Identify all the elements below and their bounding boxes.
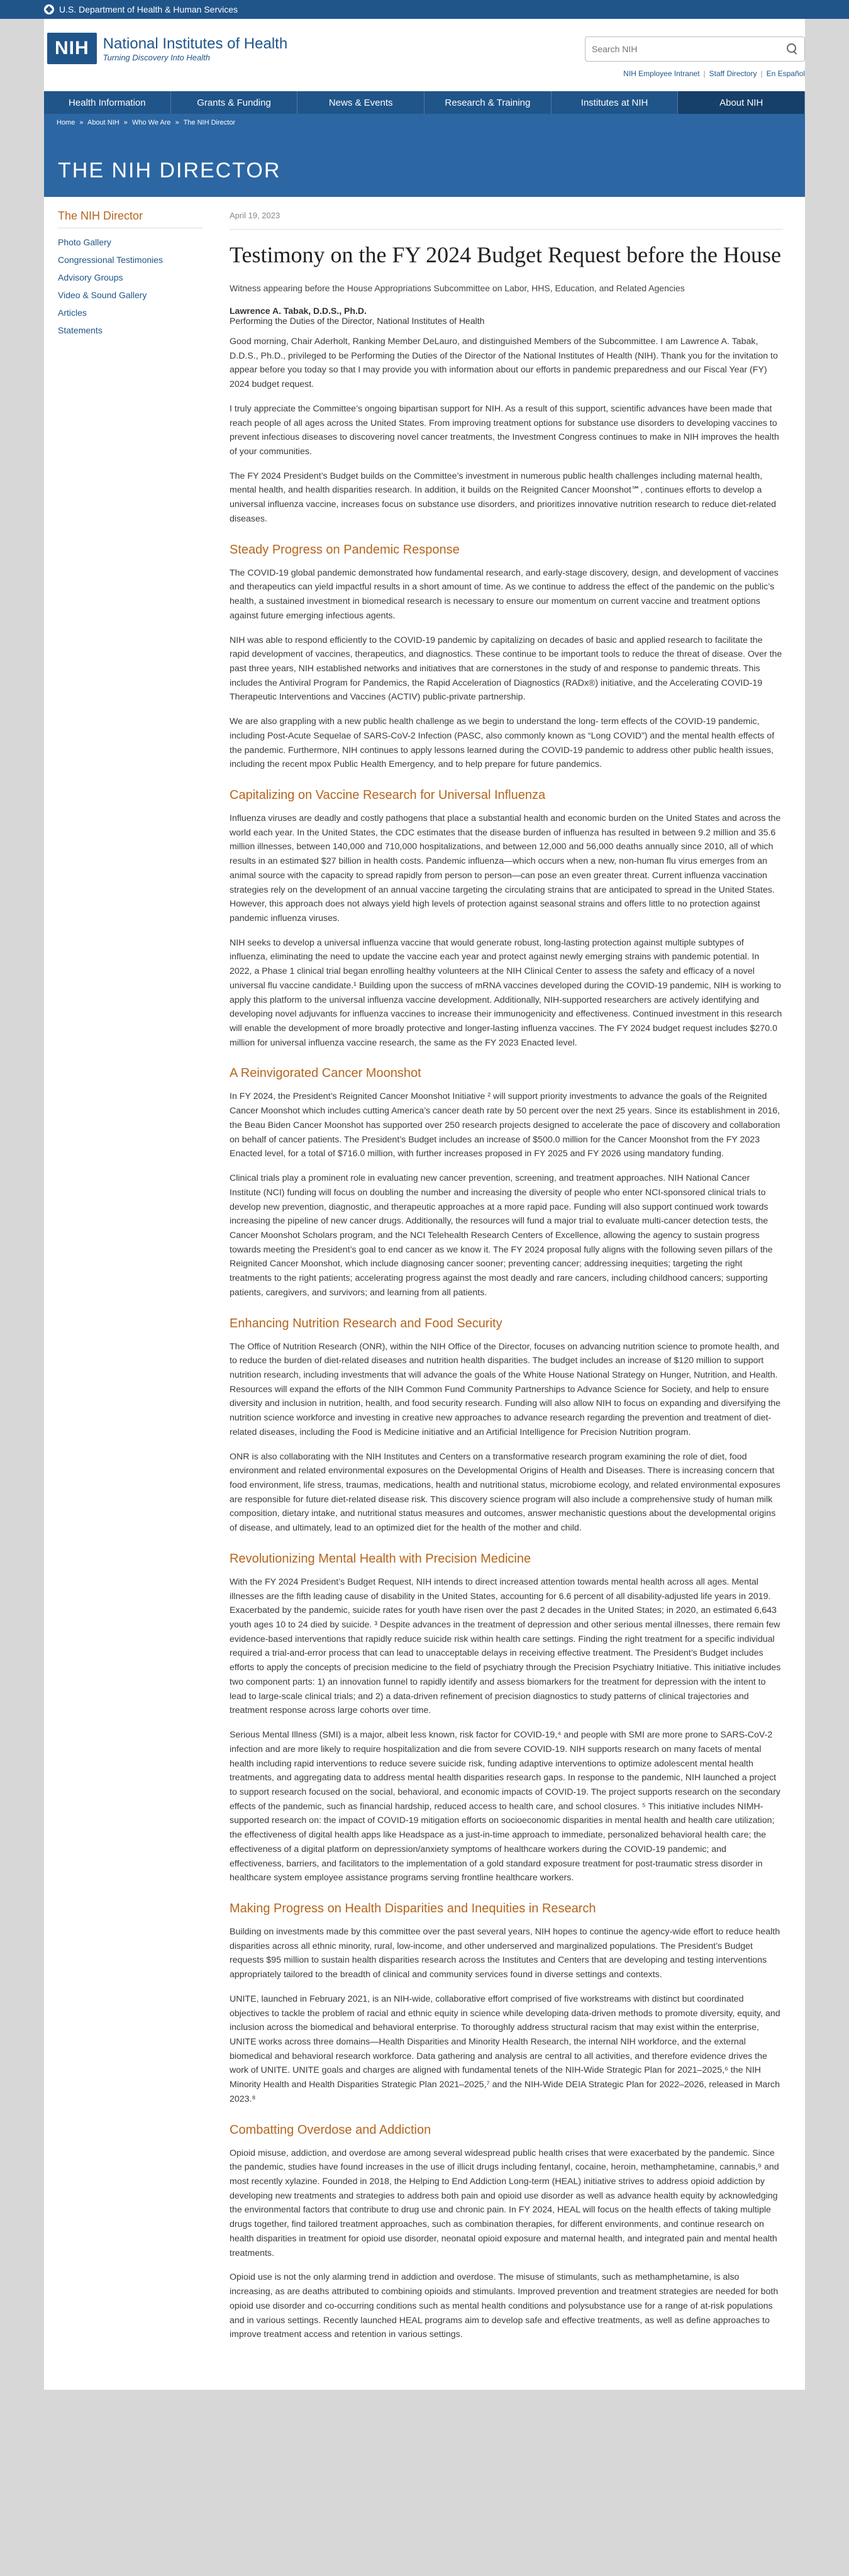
paragraph: The COVID-19 global pandemic demonstrated how fundamental research, and early-stage discovery, design, and development of vaccines and therapeutics can yield impactful results in a short amount of time. As we continue to address the effect of the pandemic on the public’s health, a sustained investment in biomedical research is necessary to ensure our momentum on current vaccine and treatment options against future emerging infectious agents. (230, 567, 779, 621)
util-link-intranet[interactable]: NIH Employee Intranet (623, 69, 700, 78)
breadcrumb-who-we-are[interactable]: Who We Are (131, 119, 171, 126)
paragraph: Good morning, Chair Aderholt, Ranking Member DeLauro, and distinguished Members of the Subcommittee. I am Lawrence A. Tabak, D.D.S., Ph.D., privileged to be Performing the Duties of the Director of the National Institutes of Health (NIH). Thank you for the invitation to appear before you today so that I may provide you with information about our efforts in pandemic preparedness and our Fiscal Year (FY) 2024 budget request. (230, 337, 778, 390)
nav-about-nih[interactable]: About NIH (678, 91, 805, 114)
nav-institutes[interactable]: Institutes at NIH (552, 91, 679, 114)
sidebar-item-statements[interactable]: Statements (58, 325, 103, 335)
nih-logo-mark[interactable]: NIH (47, 33, 97, 64)
hhs-eagle-icon (44, 4, 54, 14)
paragraph: Clinical trials play a prominent role in evaluating new cancer prevention, screening, and treatment approaches. NIH National Cancer Institute (NCI) funding will focus on doubling the number and increasing the diversity of people who enter NCI-sponsored clinical trials to develop new prevention, diagnostic, and therapeutic approaches at a more rapid pace. Funding will also support continued work towards increasing the pipeline of new cancer drugs. Additionally, the resources will fund a major trial to evaluate multi-cancer detection tests, the Cancer Moonshot Scholars program, and the NCI Telehealth Research Centers of Excellence, allowing the agency to sustain progress towards meeting the President’s goal to end cancer as we know it. The FY 2024 proposal fully aligns with the following seven pillars of the Reignited Cancer Moonshot, which include diagnosing cancer sooner; preventing cancer; addressing inequities; targeting the right treatments to the right patients; accelerating progress against the most deadly and rare cancers, including childhood cancers; supporting patients, caregivers, and survivors; and learning from all patients. (230, 1173, 773, 1298)
paragraph: With the FY 2024 President’s Budget Request, NIH intends to direct increased attention towards mental health across all ages. Mental illnesses are the fifth leading cause of disability in the United States, accounting for 6.6 percent of all disability-adjusted life years in 2019. Exacerbated by the pandemic, suicide rates for youth have risen over the past 2 decades in the United States; in 2020, an estimated 6,643 youth ages 10 to 24 died by suicide. ³ Despite advances in the treatment of depression and other serious mental illnesses, there remain few evidence-based interventions that rapidly reduce suicide risk within health care settings. Finding the right treatment for a specific individual required a trial-and-error process that can lead to unacceptable delays in receiving effective treatment. The President’s Budget includes efforts to apply the concepts of precision medicine to the field of psychiatry through the Precision Psychiatry Initiative. This initiative includes two component parts: 1) an innovation funnel to rapidly identify and assess biomarkers for the treatment for depression with the intent to lead to large-scale clinical trials; and 2) a data-driven refinement of precision diagnostics to study patterns of clinical trajectories and treatment response across large cohorts over time. (230, 1576, 781, 1716)
paragraph: The FY 2024 President’s Budget builds on the Committee’s investment in numerous public health challenges including maternal health, mental health, and health disparities research. In addition, it builds on the Reignited Cancer Moonshot℠, continues efforts to develop a universal influenza vaccine, increases focus on substance use disorders, and prioritizes innovative nutrition research to reduce diet-related diseases. (230, 471, 777, 524)
divider (230, 229, 783, 230)
sidebar-item-photo-gallery[interactable]: Photo Gallery (58, 237, 111, 247)
section-heading: Making Progress on Health Disparities and Inequities in Research (230, 1901, 596, 1915)
utility-links (623, 69, 805, 78)
section-heading: Revolutionizing Mental Health with Precision Medicine (230, 1551, 531, 1566)
paragraph: We are also grappling with a new public health challenge as we begin to understand the long- term effects of the COVID-19 pandemic, including Post-Acute Sequelae of SARS-CoV-2 Infection (PASC, also commonly known as “Long COVID”) and the mental health effects of the pandemic. Furthermore, NIH continues to apply lessons learned during the COVID-19 pandemic to address other public health issues, including the recent mpox Public Health Emergency, and to help prepare for future pandemics. (230, 716, 775, 770)
article (230, 197, 783, 2352)
paragraph: In FY 2024, the President’s Reignited Cancer Moonshot Initiative ² will support priority investments to advance the goals of the Reignited Cancer Moonshot which includes cutting America’s cancer death rate by 50 percent over the next 25 years. Since its establishment in 2016, the Beau Biden Cancer Moonshot has supported over 250 research projects designed to accelerate the pace of discovery and collaboration on behalf of cancer patients. The President’s Budget includes an increase of $500.0 million for the Cancer Moonshot from the FY 2023 Enacted level, for a total of $716.0 million, with further increases proposed in FY 2025 and FY 2026 using mandatory funding. (230, 1091, 780, 1159)
article-date: April 19, 2023 (230, 211, 280, 220)
search-icon[interactable] (787, 43, 798, 55)
nih-logo-tagline: Turning Discovery Into Health (103, 52, 210, 62)
page-title: Testimony on the FY 2024 Budget Request before the House (230, 242, 782, 267)
sidebar-item-articles[interactable]: Articles (58, 308, 87, 318)
breadcrumb-separator: » (79, 119, 84, 126)
sidebar (44, 197, 230, 2352)
paragraph: Influenza viruses are deadly and costly pathogens that place a substantial health and economic burden on the United States and across the world each year. In the United States, the CDC estimates that the disease burden of influenza has resulted in between 9.2 million and 35.6 million illnesses, between 140,000 and 710,000 hospitalizations, and between 12,000 and 56,000 deaths annually since 2010, all of which results in an estimated $27 billion in health costs. Pandemic influenza—which occurs when a new, non-human flu virus emerges from an animal source with the capacity to spread rapidly from person to person—can pose an even greater threat. Current influenza vaccination strategies rely on the development of an annual vaccine targeting the circulating strains that are anticipated to spread in the United States. However, this approach does not always yield high levels of protection against seasonal strains and offers little to no protection against pandemic influenza viruses. (230, 813, 781, 923)
section-heading: Steady Progress on Pandemic Response (230, 542, 460, 557)
sidebar-item-video-sound[interactable]: Video & Sound Gallery (58, 290, 147, 300)
sidebar-heading[interactable]: The NIH Director (58, 209, 203, 228)
breadcrumb-separator: » (123, 119, 128, 126)
paragraph: NIH was able to respond efficiently to the COVID-19 pandemic by capitalizing on decades of basic and applied research to facilitate the rapid development of vaccines, therapeutics, and diagnostics. These continue to be important tools to reduce the threat of disease. Over the past three years, NIH established networks and initiatives that are cornerstones in the study of and response to pandemic threats. This includes the Antiviral Program for Pandemics, the Rapid Acceleration of Diagnostics (RADx®) initiative, and the Accelerating COVID-19 Therapeutic Interventions and Vaccines (ACTIV) public-private partnership. (230, 635, 782, 703)
nav-news-events[interactable]: News & Events (297, 91, 425, 114)
paragraph: Opioid use is not the only alarming trend in addiction and overdose. The misuse of stimulants, such as methamphetamine, is also increasing, as are deaths attributed to combining opioids and stimulants. Improved prevention and treatment strategies are needed for both opioid use disorder and co-occurring conditions such as mental health conditions and polysubstance use for a range of at-risk populations and in various settings. Recently launched HEAL programs aim to develop safe and effective treatments, as well as define approaches to improve treatment access and retention in various settings. (230, 2272, 779, 2340)
util-link-espanol[interactable]: En Español (766, 69, 805, 78)
breadcrumb (57, 119, 792, 126)
util-separator: | (760, 69, 763, 78)
paragraph: Building on investments made by this committee over the past several years, NIH hopes to continue the agency-wide effort to reduce health disparities across all ethnic minority, rural, low-income, and other underserved and marginalized populations. The President’s Budget requests $95 million to sustain health disparities research across the Institutes and Centers that are developing and testing interventions appropriately tailored to the breadth of clinical and community services found in diverse settings and contexts. (230, 1926, 780, 1980)
section-heading: Capitalizing on Vaccine Research for Universal Influenza (230, 788, 546, 802)
nav-health-information[interactable]: Health Information (44, 91, 171, 114)
paragraph: Opioid misuse, addiction, and overdose are among several widespread public health crises that were exacerbated by the pandemic. Since the pandemic, studies have found increases in the use of illicit drugs including fentanyl, cocaine, heroin, methamphetamine, cannabis,⁹ and most recently xylazine. Founded in 2018, the Helping to End Addiction Long-term (HEAL) initiative strives to address opioid addiction by developing new treatments and strategies to address both pain and opioid use disorder as well as advance health equity by acknowledging the environmental factors that contribute to drug use and chronic pain. In FY 2024, HEAL will focus on the health effects of taking multiple drugs together, find tailored treatment approaches, such as combination therapies, for different environments, and continue research on health disparities in treatment for opioid use disorder, neonatal opioid exposure and maternal health, and integrated pain and mental health treatments. (230, 2148, 779, 2258)
page-wrapper (44, 19, 805, 2390)
article-author: Lawrence A. Tabak, D.D.S., Ph.D. (230, 306, 367, 316)
search-input[interactable] (592, 44, 787, 54)
banner-title: THE NIH DIRECTOR (58, 159, 281, 182)
paragraph: I truly appreciate the Committee’s ongoing bipartisan support for NIH. As a result of this support, scientific advances have been made that reach people of all ages across the United States. From improving treatment options for substance use disorders to developing vaccines to prevent infectious diseases to discovering novel cancer treatments, the Investment Congress continues to make in NIH improves the health of your communities. (230, 403, 779, 457)
nav-grants-funding[interactable]: Grants & Funding (171, 91, 298, 114)
site-header (44, 19, 805, 91)
article-author-role: Performing the Duties of the Director, National Institutes of Health (230, 316, 485, 326)
page-banner (44, 114, 805, 197)
sidebar-item-advisory-groups[interactable]: Advisory Groups (58, 272, 123, 282)
sidebar-item-congressional-testimonies[interactable]: Congressional Testimonies (58, 255, 164, 265)
util-separator: | (703, 69, 706, 78)
section-heading: A Reinvigorated Cancer Moonshot (230, 1066, 421, 1081)
paragraph: The Office of Nutrition Research (ONR), within the NIH Office of the Director, focuses on advancing nutrition science to promote health, and to reduce the burden of diet-related diseases and nutrition health disparities. The budget includes an increase of $120 million to support nutrition research, including investments that will advance the goals of the White House National Strategy on Hunger, Nutrition, and Health. Resources will expand the efforts of the NIH Common Fund Community Partnerships to Advance Science for Society, and help to ensure diversity and inclusion in nutrition, health, and food security research. Funding will also allow NIH to focus on expanding and diversifying the nutrition science workforce and investing in creative new approaches to advance research regarding the prevention and treatment of diet-related diseases, including the Food is Medicine initiative and an Artificial Intelligence for Precision Nutrition program. (230, 1341, 781, 1437)
paragraph: Serious Mental Illness (SMI) is a major, albeit less known, risk factor for COVID-19,⁴ and people with SMI are more prone to SARS-CoV-2 infection and are more likely to require hospitalization and die from severe COVID-19. NIH supports research on many facets of mental health including rapid interventions to reduce severe suicide risk, funding adaptive interventions to optimize adolescent mental health treatments, and aggregating data to address mental health disparities research gaps. In response to the pandemic, NIH launched a project to support research focused on the social, behavioral, and economic impacts of COVID-19. The project supports research on the secondary effects of the pandemic, such as financial hardship, reduced access to health care, and school closures. ⁵ This initiative includes NIMH-supported research on: the impact of COVID-19 mitigation efforts on socioeconomic disparities in mental health and health care utilization; the effectiveness of digital health apps like Headspace as a just-in-time approach to immediate, personalized behavioral health care; the effectiveness of a digital platform on depression/anxiety symptoms of healthcare workers during the COVID-19 pandemic; and effectiveness, barriers, and facilitators to the implementation of a gold standard exposure treatment for post-traumatic stress disorder in healthcare system employee assistance programs serving frontline healthcare workers. (230, 1730, 780, 1883)
paragraph: NIH seeks to develop a universal influenza vaccine that would generate robust, long-lasting protection against multiple subtypes of influenza, eliminating the need to update the vaccine each year and protect against newly emerging strains with pandemic potential. In 2022, a Phase 1 clinical trial began enrolling healthy volunteers at the NIH Clinical Center to assess the safety and efficacy of a novel universal flu vaccine candidate.¹ Building upon the success of mRNA vaccines developed during the COVID-19 pandemic, NIH is working to apply this platform to the universal influenza vaccine development. Additionally, NIH-supported researchers are actively identifying and developing novel adjuvants for influenza vaccines to increase their immunogenicity and effectiveness. Continued investment in this research will enable the development of more broadly protective and longer-lasting influenza vaccines. The FY 2024 budget request includes $270.0 million for universal influenza vaccine research, the same as the FY 2023 Enacted level. (230, 937, 782, 1048)
hhs-label[interactable]: U.S. Department of Health & Human Services (59, 4, 238, 14)
main-nav (44, 91, 805, 114)
search-box (585, 36, 805, 62)
paragraph: UNITE, launched in February 2021, is an NIH-wide, collaborative effort comprised of five workstreams with distinct but coordinated objectives to tackle the problem of racial and ethnic equity in science while developing data-driven methods to promote diversity, equity, and inclusion across the biomedical and behavioral enterprise. To thoroughly address structural racism that may exist within the enterprise, UNITE works across three domains—Health Disparities and Minority Health Research, the internal NIH workforce, and the external biomedical and behavioral research workforce. Data gathering and analysis are central to all activities, and therefore evidence drives the work of UNITE. UNITE goals and charges are aligned with fundamental tenets of the NIH-Wide Strategic Plan for 2021–2025,⁶ the NIH Minority Health and Health Disparities Strategic Plan 2021–2025,⁷ and the NIH-Wide DEIA Strategic Plan for 2022–2026, released in March 2023.⁸ (230, 1993, 780, 2104)
util-link-staff-directory[interactable]: Staff Directory (709, 69, 757, 78)
breadcrumb-current: The NIH Director (183, 119, 236, 126)
breadcrumb-home[interactable]: Home (57, 119, 75, 126)
section-heading: Combatting Overdose and Addiction (230, 2122, 431, 2137)
content-area (44, 197, 805, 2390)
nih-logo-title[interactable]: National Institutes of Health (103, 35, 288, 52)
nav-research-training[interactable]: Research & Training (425, 91, 552, 114)
breadcrumb-separator: » (175, 119, 179, 126)
hhs-bar[interactable] (0, 0, 849, 19)
section-heading: Enhancing Nutrition Research and Food Security (230, 1316, 502, 1330)
paragraph: ONR is also collaborating with the NIH Institutes and Centers on a transformative research program examining the role of diet, food environment and related environmental exposures on the Developmental Origins of Health and Diseases. There is increasing concern that food environment, life stress, traumas, medications, health and nutritional status, microbiome ecology, and related environmental exposures are responsible for future diet-related disease risk. This discovery science program will also include a comprehensive study of human milk composition, dietary intake, and nutritional status measures and outcomes, answer mechanistic questions about the developmental origins of disease, and ultimately, lead to an optimized diet for the health of the mother and child. (230, 1451, 780, 1534)
breadcrumb-about[interactable]: About NIH (87, 119, 119, 126)
article-intro: Witness appearing before the House Appropriations Subcommittee on Labor, HHS, Education, and Related Agencies (230, 283, 685, 293)
